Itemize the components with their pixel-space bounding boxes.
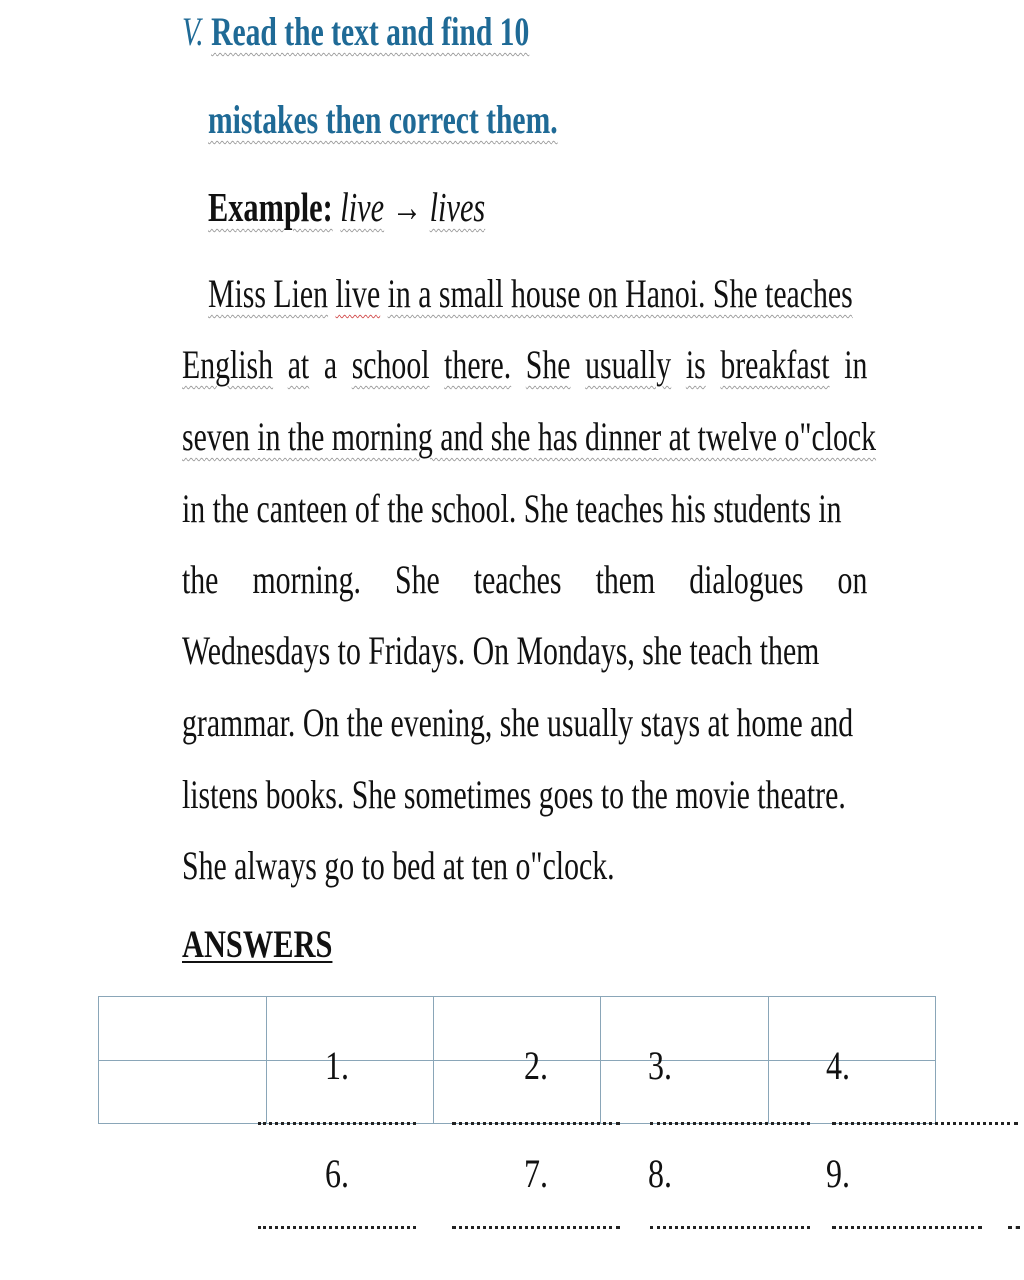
passage-line-9: She always go to bed at ten o"clock.	[182, 843, 615, 888]
answer-blank-6[interactable]	[258, 1226, 416, 1229]
answer-label-2: 2.	[524, 1043, 548, 1088]
answers-heading: ANSWERS	[182, 923, 333, 966]
answer-blank-9[interactable]	[832, 1226, 982, 1229]
answer-label-3: 3.	[648, 1043, 672, 1088]
answer-label-6: 6.	[325, 1151, 349, 1196]
answer-label-7: 7.	[524, 1151, 548, 1196]
answer-label-9: 9.	[826, 1151, 850, 1196]
example	[208, 183, 485, 231]
answer-blank-3[interactable]	[650, 1122, 810, 1125]
example-label: Example:	[208, 184, 333, 230]
answer-label-4: 4.	[826, 1043, 850, 1088]
answer-blank-4[interactable]	[832, 1122, 1018, 1125]
error-word: live	[335, 271, 381, 316]
answer-blank-10[interactable]	[1008, 1226, 1020, 1229]
answer-blank-8[interactable]	[650, 1226, 810, 1229]
passage-line-1: Miss Lien live in a small house on Hanoi. She teaches	[208, 271, 853, 316]
passage-line-3: seven in the morning and she has dinner at twelve o"clock	[182, 414, 877, 459]
title-text-1: Read the text and find 10	[211, 9, 530, 54]
answer-label-8: 8.	[648, 1151, 672, 1196]
arrow-icon: →	[391, 184, 423, 230]
answer-blank-1[interactable]	[258, 1122, 416, 1125]
answers-table	[98, 996, 936, 1124]
exercise-title-line2	[208, 96, 558, 143]
passage-line-5: the morning. She teaches them dialogues on	[182, 557, 868, 602]
answer-blank-2[interactable]	[452, 1122, 620, 1125]
passage-line-6: Wednesdays to Fridays. On Mondays, she teach them	[182, 628, 820, 673]
passage-line-2: English at a school there. She usually is breakfast in	[182, 342, 868, 387]
example-wrong: live	[340, 184, 385, 230]
answer-label-1: 1.	[325, 1043, 349, 1088]
answer-blank-7[interactable]	[452, 1226, 620, 1229]
exercise-title-line1	[182, 8, 529, 55]
title-text-2: mistakes then correct them.	[208, 97, 558, 142]
example-right: lives	[429, 184, 486, 230]
passage-line-7: grammar. On the evening, she usually stays at home and	[182, 700, 854, 745]
passage-line-4: in the canteen of the school. She teaches his students in	[182, 486, 842, 531]
exercise-number: V.	[182, 9, 204, 54]
passage-line-8: listens books. She sometimes goes to the movie theatre.	[182, 772, 846, 817]
